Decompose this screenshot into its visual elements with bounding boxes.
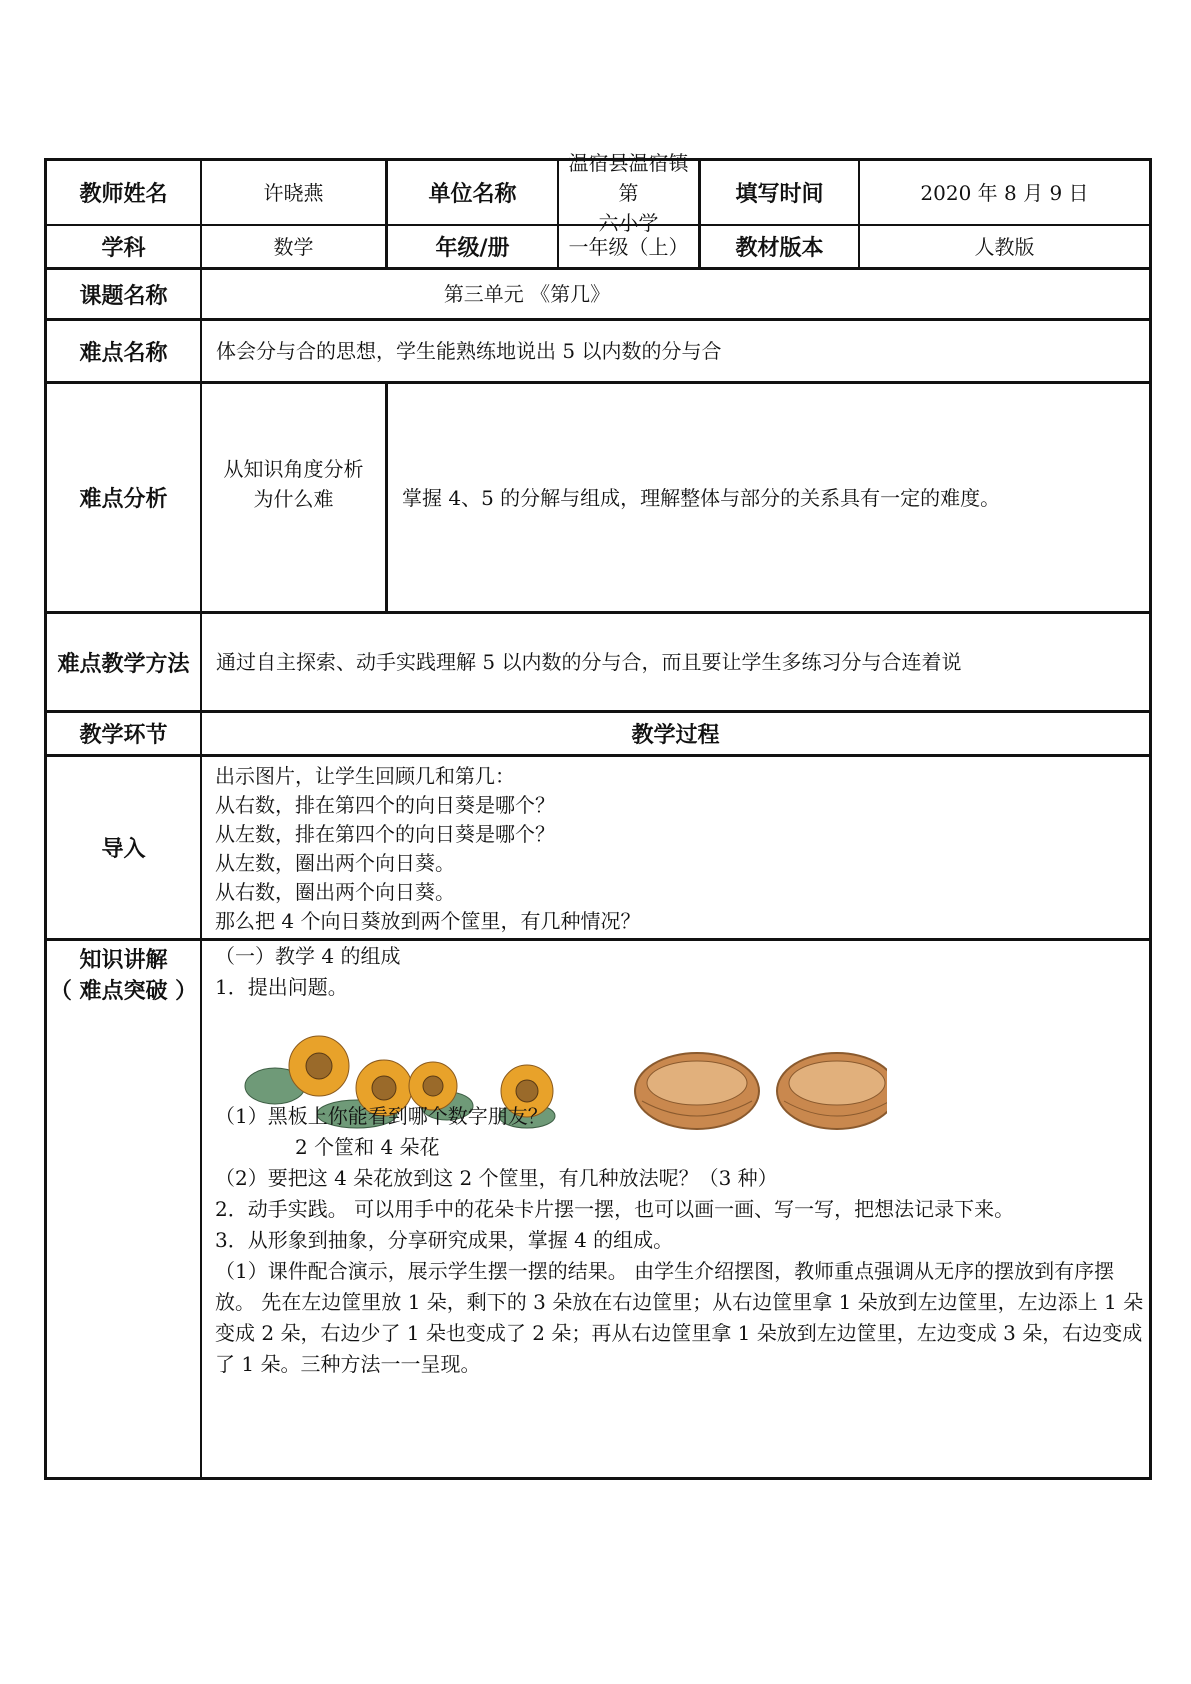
step-2: 2．动手实践。 可以用手中的花朵卡片摆一摆，也可以画一画、写一写，把想法记录下来。: [215, 1197, 1015, 1221]
analysis-sub-line1: 从知识角度分析: [223, 457, 364, 481]
unit-name-label: 单位名称: [428, 182, 517, 207]
method-value: 通过自主探索、动手实践理解 5 以内数的分与合，而且要让学生多练习分与合连着说: [216, 650, 962, 674]
teacher-name-label: 教师姓名: [79, 182, 168, 207]
lesson-plan-table: [44, 150, 1152, 1480]
grade-value: 一年级（上）: [568, 234, 689, 259]
knowledge-intro: [215, 941, 1145, 1003]
process-header: 教学过程: [631, 723, 720, 748]
knowledge-label-line1: 知识讲解: [79, 948, 168, 973]
difficulty-value: 体会分与合的思想，学生能熟练地说出 5 以内数的分与合: [216, 339, 722, 363]
knowledge-step1: 1．提出问题。: [215, 975, 348, 999]
intro-line: 出示图片，让学生回顾几和第几：: [215, 764, 515, 788]
grade-label: 年级/册: [435, 236, 510, 261]
topic-value: 第三单元 《第几》: [443, 282, 611, 306]
difficulty-label: 难点名称: [79, 340, 168, 366]
stage-header: 教学环节: [79, 723, 168, 748]
intro-line: 从左数，排在第四个的向日葵是哪个？: [215, 822, 555, 846]
unit-name-line2: 六小学: [598, 210, 659, 235]
method-label: 难点教学方法: [57, 651, 190, 677]
edition-label: 教材版本: [735, 236, 824, 261]
intro-line: 从右数，圈出两个向日葵。: [215, 880, 455, 904]
knowledge-heading: （一）教学 4 的组成: [215, 944, 401, 968]
intro-label: 导入: [101, 837, 146, 862]
demo-paragraph: （1）课件配合演示，展示学生摆一摆的结果。 由学生介绍摆图，教师重点强调从无序的摆放到有序摆放。 先在左边筐里放 1 朵，剩下的 3 朵放在右边筐里；从右边筐里拿 1 朵放到左边筐里，左边添上 1 朵变成 2 朵，右边少了 1 朵也变成了 2 朵；再从右边筐里拿 1 朵放到左边筐里，左边变成 3 朵，右边变成了 1 朵。三种方法一一呈现。: [215, 1259, 1144, 1376]
fill-time-label: 填写时间: [735, 182, 824, 207]
teacher-name-value: 许晓燕: [263, 180, 324, 205]
knowledge-body: [215, 1101, 1145, 1380]
edition-value: 人教版: [974, 234, 1035, 259]
unit-name-value: [559, 150, 698, 235]
question-1: （1）黑板上你能看到哪个数字朋友？: [215, 1104, 548, 1128]
intro-content: [215, 762, 1145, 936]
analysis-value: 掌握 4、5 的分解与组成，理解整体与部分的关系具有一定的难度。: [402, 485, 1001, 510]
subject-value: 数学: [273, 234, 314, 259]
knowledge-label: [47, 943, 200, 1003]
topic-label: 课题名称: [79, 283, 168, 309]
subject-label: 学科: [101, 236, 146, 261]
question-2: （2）要把这 4 朵花放到这 2 个筐里，有几种放法呢？（3 种）: [215, 1166, 778, 1190]
intro-line: 从右数，排在第四个的向日葵是哪个？: [215, 793, 555, 817]
question-1-answer: 2 个筐和 4 朵花: [295, 1135, 440, 1159]
unit-name-line1: 温宿县温宿镇第: [568, 150, 689, 205]
analysis-subheading: [202, 384, 385, 584]
step-3: 3．从形象到抽象，分享研究成果，掌握 4 的组成。: [215, 1228, 674, 1252]
intro-line: 那么把 4 个向日葵放到两个筐里，有几种情况？: [215, 909, 641, 933]
analysis-sub-line2: 为什么难: [253, 487, 334, 511]
intro-line: 从左数，圈出两个向日葵。: [215, 851, 455, 875]
knowledge-label-line2: （ 难点突破 ）: [49, 979, 198, 1004]
fill-time-value: 2020 年 8 月 9 日: [920, 180, 1089, 205]
analysis-label: 难点分析: [79, 487, 168, 512]
